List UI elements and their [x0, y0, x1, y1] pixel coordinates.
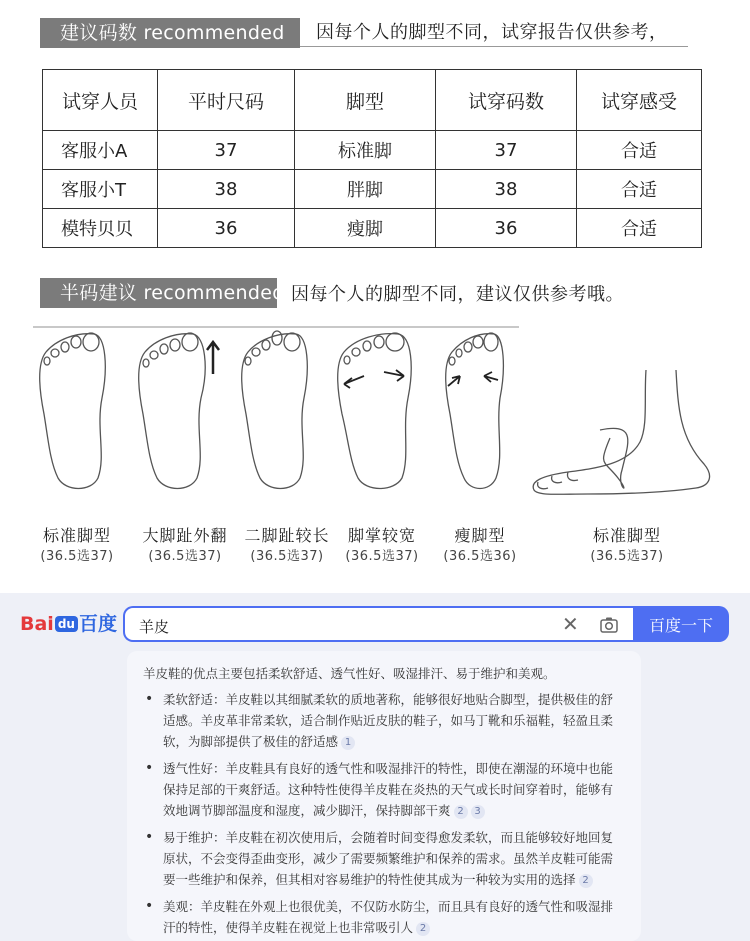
foot-type-label: 脚掌较宽	[347, 526, 416, 545]
table-cell: 36	[158, 209, 295, 248]
baidu-logo[interactable]	[20, 609, 117, 636]
search-input[interactable]	[137, 614, 541, 638]
baidu-logo-cn: 百度	[78, 613, 117, 635]
list-item	[143, 689, 625, 752]
foot-size-hint: (36.5选37)	[590, 549, 664, 564]
citation-badge[interactable]: 3	[471, 805, 485, 819]
col-header: 试穿感受	[577, 70, 702, 131]
citation-badge[interactable]: 2	[416, 922, 430, 936]
table-cell: 38	[158, 170, 295, 209]
ai-answer-card	[127, 651, 641, 941]
foot-type-label: 大脚趾外翻	[142, 526, 228, 545]
slim-foot-icon	[446, 333, 504, 489]
search-panel	[0, 593, 750, 941]
table-cell: 胖脚	[295, 170, 436, 209]
wide-foot-icon	[338, 333, 411, 489]
section-note-half-size: 因每个人的脚型不同，建议仅供参考哦。	[291, 284, 624, 305]
search-button[interactable]: 百度一下	[633, 606, 729, 642]
table-row	[43, 131, 702, 170]
fit-report-table	[42, 69, 702, 248]
table-cell: 标准脚	[295, 131, 436, 170]
foot-type-label: 标准脚型	[42, 526, 111, 545]
list-item	[143, 896, 625, 938]
ai-item-text: 透气性好：羊皮鞋具有良好的透气性和吸湿排汗的特性，即使在潮湿的环境中也能保持足部的干爽舒适。这种特性使得羊皮鞋在炎热的天气或长时间穿着时，能够有效地调节脚部温度和湿度，减少脚汗，保持脚部干爽	[163, 761, 614, 818]
foot-size-hint: (36.5选37)	[250, 549, 324, 564]
search-box	[123, 606, 633, 642]
ai-answer-intro: 羊皮鞋的优点主要包括柔软舒适、透气性好、吸湿排汗、易于维护和美观。	[143, 666, 556, 681]
bunion-foot-icon	[139, 333, 219, 489]
citation-badge[interactable]: 2	[454, 805, 468, 819]
col-header: 试穿人员	[43, 70, 158, 131]
table-cell: 合适	[577, 131, 702, 170]
table-cell: 合适	[577, 209, 702, 248]
close-icon[interactable]: ✕	[562, 612, 579, 636]
section-banner-recommended-size: 建议码数 recommended	[40, 18, 300, 48]
table-cell: 38	[436, 170, 577, 209]
citation-badge[interactable]: 1	[341, 736, 355, 750]
foot-illustrations	[0, 328, 750, 498]
section-banner-half-size: 半码建议 recommended	[40, 278, 277, 308]
table-row	[43, 170, 702, 209]
table-cell: 瘦脚	[295, 209, 436, 248]
table-row	[43, 209, 702, 248]
foot-size-hint: (36.5选36)	[443, 549, 517, 564]
ai-item-text: 柔软舒适：羊皮鞋以其细腻柔软的质地著称，能够很好地贴合脚型，提供极佳的舒适感。羊皮革非常柔软，适合制作贴近皮肤的鞋子，如马丁靴和乐福鞋，轻盈且柔软，为脚部提供了极佳的舒适感	[163, 692, 614, 749]
foot-type-label: 瘦脚型	[454, 526, 506, 545]
foot-size-hint: (36.5选37)	[148, 549, 222, 564]
section-note-fit-report: 因每个人的脚型不同，试穿报告仅供参考，	[316, 22, 668, 43]
foot-size-hint: (36.5选37)	[40, 549, 114, 564]
table-cell: 客服小T	[43, 170, 158, 209]
foot-type-label: 标准脚型	[592, 526, 661, 545]
list-item	[143, 758, 625, 821]
side-foot-icon	[533, 370, 709, 494]
long-second-toe-foot-icon	[242, 331, 308, 489]
banner-underline	[300, 46, 688, 47]
camera-icon[interactable]	[599, 615, 619, 635]
table-cell: 36	[436, 209, 577, 248]
standard-foot-icon	[40, 333, 106, 489]
table-cell: 37	[436, 131, 577, 170]
table-cell: 37	[158, 131, 295, 170]
table-header-row	[43, 70, 702, 131]
foot-type-label: 二脚趾较长	[244, 526, 330, 545]
table-cell: 客服小A	[43, 131, 158, 170]
foot-size-hint: (36.5选37)	[345, 549, 419, 564]
ai-item-text: 美观：羊皮鞋在外观上也很优美，不仅防水防尘，而且具有良好的透气性和吸湿排汗的特性，使得羊皮鞋在视觉上也非常吸引人	[163, 899, 614, 935]
col-header: 脚型	[295, 70, 436, 131]
table-cell: 合适	[577, 170, 702, 209]
table-cell: 模特贝贝	[43, 209, 158, 248]
col-header: 平时尺码	[158, 70, 295, 131]
baidu-logo-text: Bai	[20, 613, 54, 635]
citation-badge[interactable]: 2	[579, 874, 593, 888]
list-item	[143, 827, 625, 890]
ai-item-text: 易于维护：羊皮鞋在初次使用后，会随着时间变得愈发柔软，而且能够较好地回复原状，不会变得歪曲变形，减少了需要频繁维护和保养的需求。虽然羊皮鞋可能需要一些维护和保养，但其相对容易维护的特性使其成为一种较为实用的选择	[163, 830, 614, 887]
col-header: 试穿码数	[436, 70, 577, 131]
baidu-paw-icon: du	[55, 616, 78, 632]
